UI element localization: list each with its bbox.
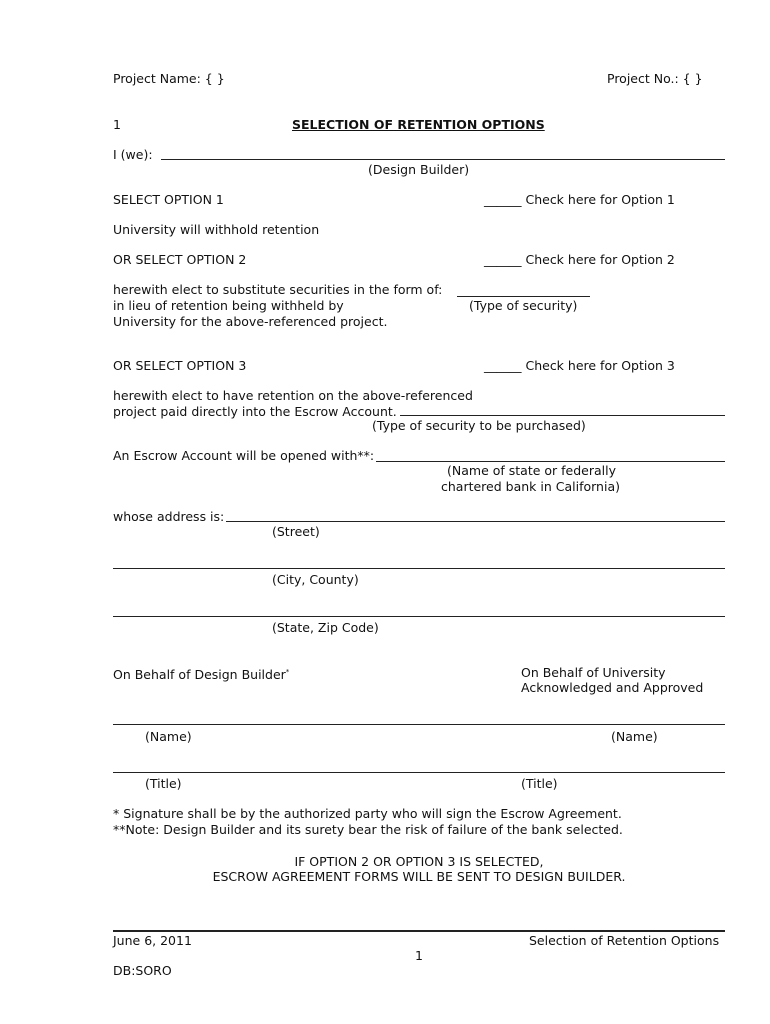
option1-check: ______ Check here for Option 1 <box>484 192 675 207</box>
builder-asterisk: * <box>285 668 290 676</box>
security-purchased-caption: (Type of security to be purchased) <box>372 418 586 433</box>
security-type-caption: (Type of security) <box>469 298 578 313</box>
option2-label: OR SELECT OPTION 2 <box>113 252 247 267</box>
page-title: SELECTION OF RETENTION OPTIONS <box>292 117 545 132</box>
footer-rule <box>113 930 725 932</box>
option2-check: ______ Check here for Option 2 <box>484 252 675 267</box>
option3-line2: project paid directly into the Escrow Account. <box>113 404 397 419</box>
design-builder-caption: (Design Builder) <box>368 162 470 177</box>
section-number: 1 <box>113 117 121 132</box>
footer-date: June 6, 2011 <box>113 933 192 948</box>
builder-signature-label <box>113 665 289 682</box>
option1-text: University will withhold retention <box>113 222 320 237</box>
street-line <box>226 521 725 522</box>
footer-doc-title: Selection of Retention Options <box>529 933 720 948</box>
name-signature-line <box>113 724 725 725</box>
option2-line3: University for the above-referenced project. <box>113 314 388 329</box>
option3-line1: herewith elect to have retention on the above-referenced <box>113 388 473 403</box>
design-builder-line <box>161 159 725 160</box>
city-county-line <box>113 568 725 569</box>
page-number: 1 <box>415 948 423 963</box>
street-caption: (Street) <box>272 524 320 539</box>
notice-line-1: IF OPTION 2 OR OPTION 3 IS SELECTED, <box>294 854 544 869</box>
city-county-caption: (City, County) <box>272 572 359 587</box>
bank-caption-2: chartered bank in California) <box>441 479 620 494</box>
title-left-caption: (Title) <box>145 776 182 791</box>
builder-label-text: On Behalf of Design Builder <box>113 667 286 683</box>
bank-risk-note: **Note: Design Builder and its surety bear the risk of failure of the bank selected. <box>113 822 623 837</box>
university-label-2: Acknowledged and Approved <box>521 680 704 695</box>
option1-label: SELECT OPTION 1 <box>113 192 224 207</box>
title-right-caption: (Title) <box>521 776 558 791</box>
escrow-opened-label: An Escrow Account will be opened with**: <box>113 448 375 463</box>
state-zip-line <box>113 616 725 617</box>
option3-check: ______ Check here for Option 3 <box>484 358 675 373</box>
footer-doc-code: DB:SORO <box>113 963 172 978</box>
state-zip-caption: (State, Zip Code) <box>272 620 379 635</box>
security-type-line <box>457 296 590 297</box>
security-purchased-line <box>400 415 725 416</box>
title-signature-line <box>113 772 725 773</box>
bank-name-line <box>376 461 725 462</box>
university-label-1: On Behalf of University <box>521 665 666 680</box>
name-left-caption: (Name) <box>145 729 192 744</box>
address-label: whose address is: <box>113 509 225 524</box>
project-number: Project No.: { } <box>607 71 703 86</box>
signature-note: * Signature shall be by the authorized party who will sign the Escrow Agreement. <box>113 806 622 821</box>
iwe-label: I (we): <box>113 147 153 162</box>
name-right-caption: (Name) <box>611 729 658 744</box>
option3-label: OR SELECT OPTION 3 <box>113 358 247 373</box>
option2-line1: herewith elect to substitute securities in the form of: <box>113 282 443 297</box>
option2-line2: in lieu of retention being withheld by <box>113 298 344 313</box>
project-name: Project Name: { } <box>113 71 225 86</box>
notice-line-2: ESCROW AGREEMENT FORMS WILL BE SENT TO DESIGN BUILDER. <box>212 869 626 884</box>
bank-caption-1: (Name of state or federally <box>447 463 617 478</box>
